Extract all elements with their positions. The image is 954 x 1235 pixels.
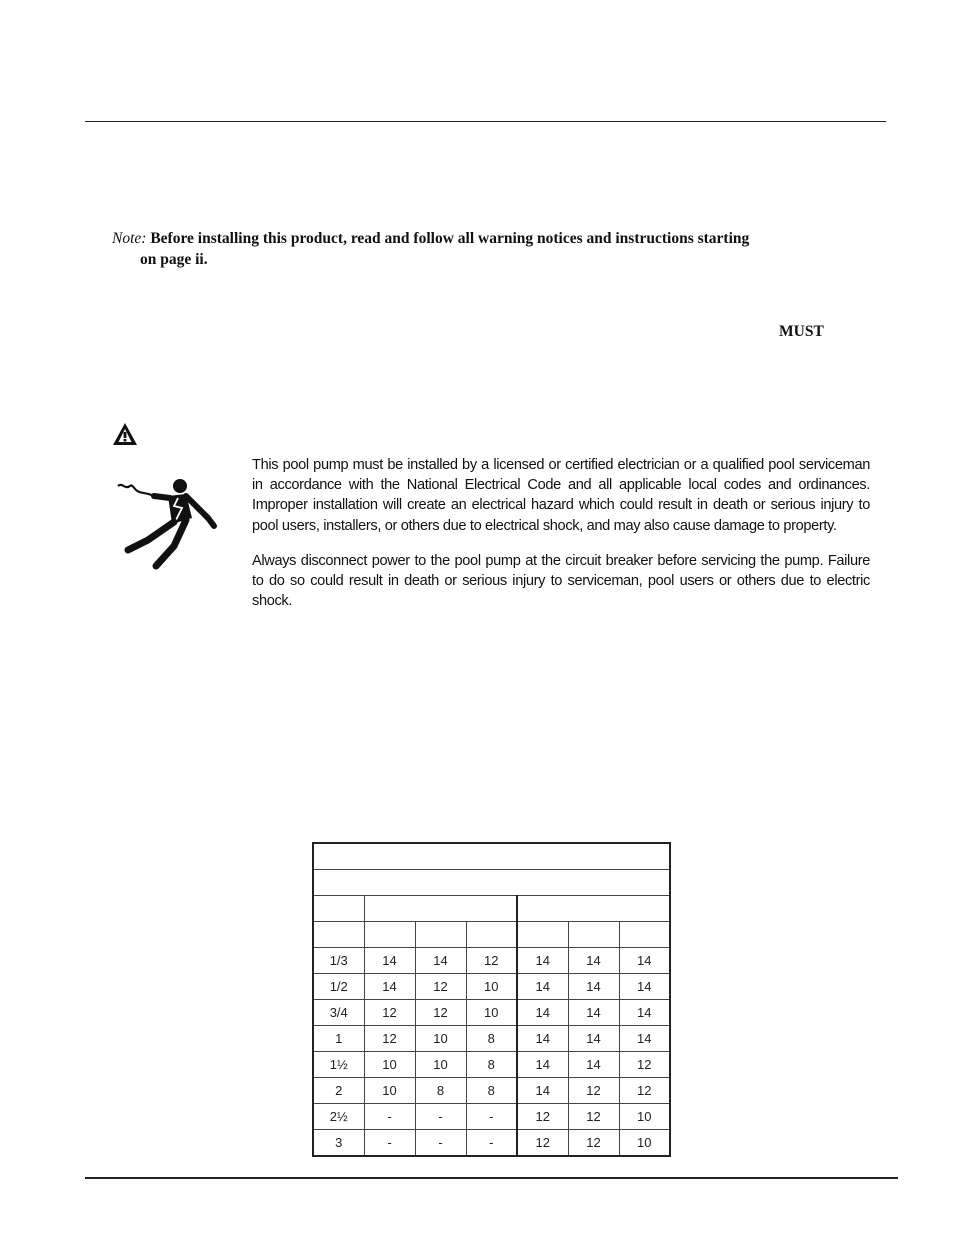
table-cell: 10 <box>466 1000 517 1026</box>
table-cell: 1/3 <box>313 948 364 974</box>
table-cell: 12 <box>415 974 466 1000</box>
table-cell: - <box>364 1104 415 1130</box>
note-text-line1: Before installing this product, read and follow all warning notices and instructions starting <box>150 230 750 247</box>
table-cell: 12 <box>568 1130 619 1157</box>
table-cell: 12 <box>568 1078 619 1104</box>
table-cell: 14 <box>517 1026 568 1052</box>
warning-triangle-icon <box>112 422 138 446</box>
table-cell: 3/4 <box>313 1000 364 1026</box>
note <box>112 228 839 270</box>
table-cell: 14 <box>517 948 568 974</box>
table-header-cell <box>466 922 517 948</box>
table-header-cell <box>364 896 517 922</box>
table-cell: 14 <box>619 974 670 1000</box>
table-cell: 14 <box>517 1000 568 1026</box>
table-cell: 10 <box>415 1026 466 1052</box>
table-header-row-4 <box>313 922 670 948</box>
table-cell: 14 <box>364 974 415 1000</box>
must-label: MUST <box>779 323 824 340</box>
table-cell: 12 <box>517 1130 568 1157</box>
table-row <box>313 974 670 1000</box>
table-cell: 10 <box>415 1052 466 1078</box>
table-header-cell <box>313 843 670 870</box>
table-cell: 14 <box>619 948 670 974</box>
table-row <box>313 1052 670 1078</box>
note-label: Note: <box>112 230 147 247</box>
table-cell: 14 <box>568 1026 619 1052</box>
table-cell: 12 <box>415 1000 466 1026</box>
table-cell: 8 <box>466 1026 517 1052</box>
table-header-cell <box>568 922 619 948</box>
table-cell: 12 <box>364 1026 415 1052</box>
table-cell: 12 <box>364 1000 415 1026</box>
table-header-cell <box>517 922 568 948</box>
table-header-cell <box>313 922 364 948</box>
table-cell: 10 <box>364 1078 415 1104</box>
table-cell: 8 <box>466 1078 517 1104</box>
table-cell: 14 <box>568 948 619 974</box>
table-cell: - <box>466 1104 517 1130</box>
table-header-cell <box>517 896 670 922</box>
top-rule <box>85 121 886 122</box>
table-cell: 12 <box>568 1104 619 1130</box>
table-cell: 14 <box>619 1000 670 1026</box>
table-row <box>313 1078 670 1104</box>
note-text-line2: on page ii. <box>140 251 208 268</box>
table-cell: - <box>415 1130 466 1157</box>
table-cell: 14 <box>415 948 466 974</box>
warning-paragraph-1: This pool pump must be installed by a licensed or certified electrician or a qualified pool serviceman in accordance with the National Electrical Code and all applicable local codes and ordinances. Improper installation will create an electrical hazard which could result in death or serious injury to pool users, installers, or others due to electrical shock, and may also cause damage to property. <box>252 457 870 534</box>
table-row <box>313 1104 670 1130</box>
table-cell: 10 <box>619 1130 670 1157</box>
table-cell: 1½ <box>313 1052 364 1078</box>
table-header-row-3 <box>313 896 670 922</box>
table-header-cell <box>619 922 670 948</box>
wire-size-table <box>312 842 671 1157</box>
table-cell: 8 <box>415 1078 466 1104</box>
table-row <box>313 948 670 974</box>
table-header-cell <box>364 922 415 948</box>
electric-shock-icon <box>112 474 222 572</box>
table-cell: 10 <box>466 974 517 1000</box>
table-cell: 12 <box>619 1052 670 1078</box>
table-cell: - <box>415 1104 466 1130</box>
table-cell: 14 <box>568 1000 619 1026</box>
table-cell: 12 <box>466 948 517 974</box>
table-cell: 14 <box>517 1052 568 1078</box>
table-cell: 2½ <box>313 1104 364 1130</box>
table-cell: 12 <box>619 1078 670 1104</box>
table-cell: 12 <box>517 1104 568 1130</box>
table-cell: 14 <box>568 1052 619 1078</box>
table-cell: 2 <box>313 1078 364 1104</box>
table-row <box>313 1026 670 1052</box>
table-cell: 3 <box>313 1130 364 1157</box>
table-header-row-2 <box>313 870 670 896</box>
table-cell: 14 <box>619 1026 670 1052</box>
table-header-cell <box>415 922 466 948</box>
table-header-cell <box>313 896 364 922</box>
table-row <box>313 1000 670 1026</box>
table-cell: 8 <box>466 1052 517 1078</box>
table-cell: 14 <box>568 974 619 1000</box>
table-cell: 14 <box>364 948 415 974</box>
table-cell: 1 <box>313 1026 364 1052</box>
table-cell: - <box>466 1130 517 1157</box>
warning-paragraph-2: Always disconnect power to the pool pump at the circuit breaker before servicing the pump. Failure to do so could result in death or serious injury to serviceman, pool users or others due to electric shock. <box>252 553 870 610</box>
table-cell: 14 <box>517 1078 568 1104</box>
table-cell: 10 <box>619 1104 670 1130</box>
table-header-row-1 <box>313 843 670 870</box>
table-cell: 1/2 <box>313 974 364 1000</box>
table-header-cell <box>313 870 670 896</box>
table-cell: - <box>364 1130 415 1157</box>
table-cell: 10 <box>364 1052 415 1078</box>
table-cell: 14 <box>517 974 568 1000</box>
bottom-rule <box>85 1177 898 1179</box>
table-row <box>313 1130 670 1157</box>
